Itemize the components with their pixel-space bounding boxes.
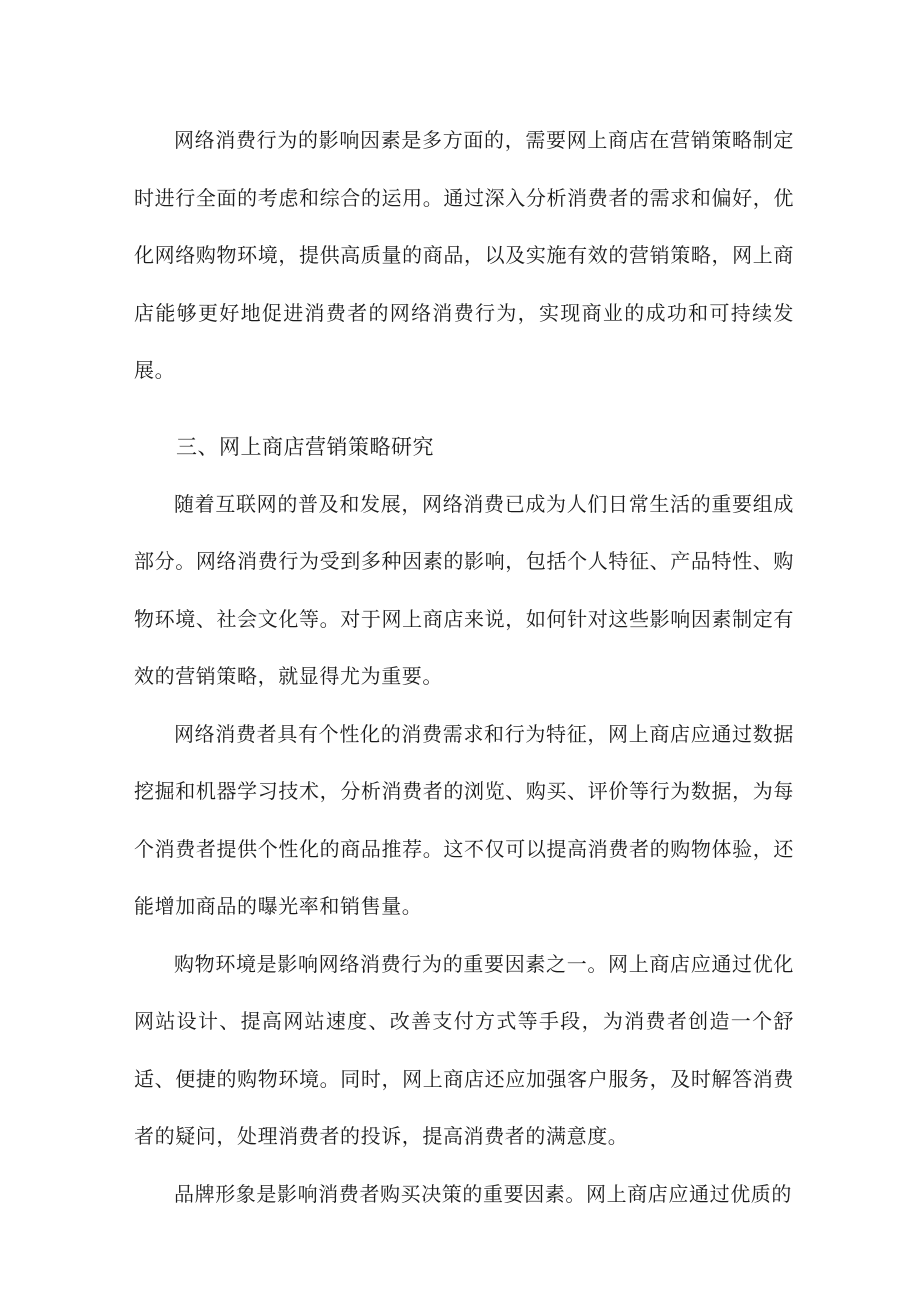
document-body [134, 112, 794, 1223]
paragraph-brand-image: 品牌形象是影响消费者购买决策的重要因素。网上商店应通过优质的 [174, 1181, 792, 1206]
paragraph-personalization: 网络消费者具有个性化的消费需求和行为特征，网上商店应通过数据挖掘和机器学习技术，分析消费者的浏览、购买、评价等行为数据，为每个消费者提供个性化的商品推荐。这不仅可以提高消费者的购物体验，还能增加商品的曝光率和销售量。 [134, 721, 794, 918]
paragraph-internet-consumption: 随着互联网的普及和发展，网络消费已成为人们日常生活的重要组成部分。网络消费行为受到多种因素的影响，包括个人特征、产品特性、购物环境、社会文化等。对于网上商店来说，如何针对这些影响因素制定有效的营销策略，就显得尤为重要。 [134, 491, 794, 688]
paragraph-consumer-factors-summary: 网络消费行为的影响因素是多方面的，需要网上商店在营销策略制定时进行全面的考虑和综合的运用。通过深入分析消费者的需求和偏好，优化网络购物环境，提供高质量的商品，以及实施有效的营销策略，网上商店能够更好地促进消费者的网络消费行为，实现商业的成功和可持续发展。 [134, 128, 794, 382]
paragraph-shopping-environment: 购物环境是影响网络消费行为的重要因素之一。网上商店应通过优化网站设计、提高网站速度、改善支付方式等手段，为消费者创造一个舒适、便捷的购物环境。同时，网上商店还应加强客户服务，及时解答消费者的疑问，处理消费者的投诉，提高消费者的满意度。 [134, 951, 794, 1148]
section-heading: 三、网上商店营销策略研究 [176, 434, 434, 459]
